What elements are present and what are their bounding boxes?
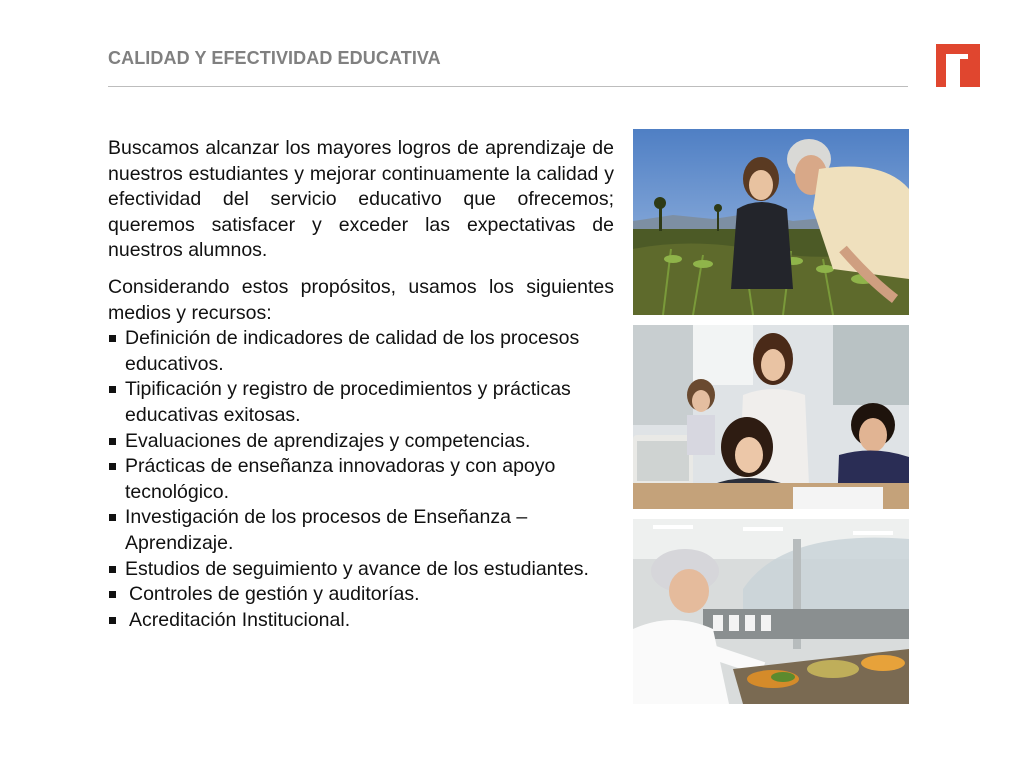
intro-paragraph: Buscamos alcanzar los mayores logros de aprendizaje de nuestros estudiantes y mejorar continuamente la calidad y efectividad del servicio educativo que ofrecemos; queremos satisfacer y exceder las expectativas de nuestros alumnos.	[108, 137, 614, 262]
list-item	[108, 326, 614, 377]
bullet-icon	[109, 438, 116, 445]
list-item-text: Controles de gestión y auditorías.	[129, 583, 420, 606]
bullet-icon	[109, 386, 116, 393]
list-item	[108, 557, 614, 583]
food-service-photo	[633, 519, 909, 704]
main-content	[108, 136, 614, 633]
resources-list	[108, 326, 614, 633]
page-title: CALIDAD Y EFECTIVIDAD EDUCATIVA	[108, 48, 441, 68]
list-item-text: Investigación de los procesos de Enseñanza – Aprendizaje.	[125, 506, 528, 554]
red-square-logo	[936, 44, 980, 87]
list-item-text: Definición de indicadores de calidad de los procesos educativos.	[125, 327, 580, 375]
list-item	[108, 582, 614, 608]
list-item-text: Evaluaciones de aprendizajes y competencias.	[125, 429, 531, 452]
header-divider	[108, 86, 908, 87]
lead-paragraph: Considerando estos propósitos, usamos los siguientes medios y recursos:	[108, 275, 614, 324]
computer-lab-photo	[633, 325, 909, 509]
list-item-text: Tipificación y registro de procedimientos y prácticas educativas exitosas.	[125, 378, 571, 426]
list-item	[108, 454, 614, 505]
list-item-text: Estudios de seguimiento y avance de los estudiantes.	[125, 557, 589, 580]
field-research-photo	[633, 129, 909, 315]
list-item	[108, 608, 614, 634]
bullet-icon	[109, 514, 116, 521]
bullet-icon	[109, 591, 116, 598]
bullet-icon	[109, 617, 116, 624]
list-item	[108, 505, 614, 556]
bullet-icon	[109, 463, 116, 470]
list-item	[108, 429, 614, 455]
list-item	[108, 377, 614, 428]
list-item-text: Prácticas de enseñanza innovadoras y con apoyo tecnológico.	[125, 455, 556, 503]
bullet-icon	[109, 566, 116, 573]
list-item-text: Acreditación Institucional.	[129, 608, 351, 631]
bullet-icon	[109, 335, 116, 342]
